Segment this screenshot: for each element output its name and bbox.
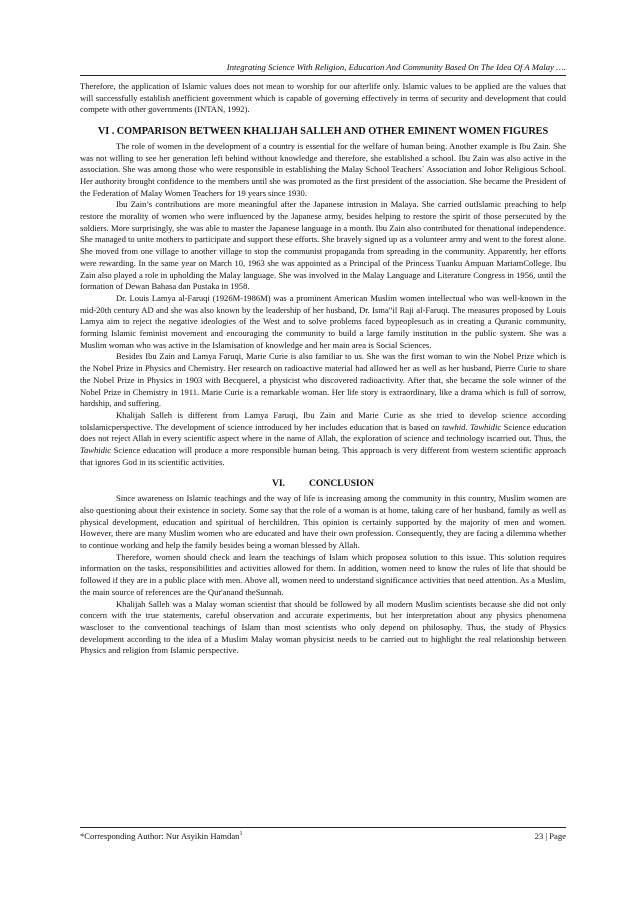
- section-title: CONCLUSION: [309, 477, 375, 489]
- author-superscript: 1: [239, 831, 243, 838]
- text-segment: Science education will produce a more responsible human being. This approach is very different from western scientific approach that ignores God in its scientific activities.: [80, 445, 566, 467]
- paragraph-lamya-faruqi: Dr. Louis Lamya al-Faruqi (1926M-1986M) was a prominent American Muslim women intellectual who was well-known in the mid-20th century AD and she was also known by the leadership of her husband, Dr. Isma‟il Raji al-Faruqi. The measures proposed by Louis Lamya aim to reject the negative ideologies of the West and to solve problems faced bypeoplesuch as in creating a Quranic community, forming Islamic feminist movement and encouraging the community to build a large family institution in the public system. She was a Muslim woman who was active in the Islamisation of knowledge and her main area is Social Sciences.: [80, 292, 566, 350]
- footer-rule: [80, 827, 566, 828]
- corresponding-author: [80, 831, 242, 842]
- section-heading-conclusion: [80, 478, 566, 490]
- paragraph-marie-curie: Besides Ibu Zain and Lamya Faruqi, Marie Curie is also familiar to us. She was the first woman to win the Nobel Prize which is the Nobel Prize in Physics and Chemistry. Her research on radioactive material had allowed her as well as her husband, Pierre Curie to share the Nobel Prize in Physics in 1903 with Becquerel, a physicist who discovered radioactivity. After that, she became the sole winner of the Nobel Prize in Chemistry in 1911. Marie Curie is a remarkable woman. Her life story is extraordinary, like a drama which is full of sorrow, hardship, and suffering.: [80, 351, 566, 409]
- emphasis-tawhidic: Tawhidic: [80, 445, 112, 456]
- paragraph-role-of-women: The role of women in the development of a country is essential for the welfare of human being. Another example is Ibu Zain. She was not willing to see her generation left behind without knowledge and therefore, she established a school. Ibu Zain was also active in the association. She was among those who were responsible in establishing the Malay School Teachers´ Association and Johor Religious School. Her authority brought confidence to the members until she was promoted as the first president of the association. She became the President of the Federation of Malay Women Teachers for 19 years since 1930.: [80, 140, 566, 198]
- paragraph-khalijah-salleh: [80, 410, 566, 469]
- paragraph-ibu-zain: Ibu Zain’s contributions are more meaningful after the Japanese intrusion in Malaya. She carried outIslamic preaching to help restore the morality of women who were influenced by the Japanese army, besides helping to restore the spirit of those persecuted by the soldiers. More surprisingly, she was able to master the Japanese language in a month. Ibu Zain also contributed for thenational independence. She managed to unite mothers to participate and support these efforts. She bravely signed up as a volunteer army and went to the forest alone. She moved from one village to another village to stop the communist propaganda from spreading in the community. Apparently, her efforts were rewarding. In the same year on March 10, 1963 she was appointed as a Principal of the Princess Tuanku Ampuan MariamCollege. Ibu Zain also played a role in upholding the Malay language. She was involved in the Malay Language and Literature Congress in 1956, until the formation of Dewan Bahasa dan Pustaka in 1958.: [80, 199, 566, 292]
- emphasis-tawhid: tawhid: [442, 421, 466, 432]
- emphasis-tawhidic: Tawhidic: [470, 421, 502, 432]
- running-head: Integrating Science With Religion, Education And Community Based On The Idea Of A Malay ….: [226, 62, 566, 72]
- author-text: *Corresponding Author: Nur Asyikin Hamdan: [80, 831, 240, 841]
- text-segment: Khalijah Salleh is different from Lamya Faruqi, Ibu Zain and Marie Curie as she tried to develop science according toIslamicperspective. The development of science introduced by her includes education that is based on: [80, 409, 566, 432]
- page-number: 23 | Page: [534, 831, 566, 841]
- text-segment: .: [465, 421, 471, 432]
- section-heading-comparison: VI . COMPARISON BETWEEN KHALIJAH SALLEH AND OTHER EMINENT WOMEN FIGURES: [97, 126, 549, 138]
- section-number: VI.: [271, 477, 285, 489]
- paragraph-khalijah-example: Khalijah Salleh was a Malay woman scientist that should be followed by all modern Muslim scientists because she did not only concern with the true statements, careful observation and accurate experiments, but her interpretation about any physics phenomena wascloser to the conventional teachings of Islam than most scientists who only depend on philosophy. Thus, the study of Physics development according to the idea of a Muslim Malay woman physicist needs to be carried out to highlight the real relationship between Physics and religion from Islamic perspective.: [80, 598, 566, 656]
- header-rule: [80, 75, 566, 76]
- text-segment: Science education does not reject Allah in every scientific aspect where in the name of Allah, the exploration of science and technology iscarried out. Thus, the: [80, 421, 566, 444]
- paragraph-women-should-learn: Therefore, women should check and learn the teachings of Islam which proposea solution to this issue. This solution requires information on the tasks, responsibilities and activities allowed for them. In addition, women need to know the rules of life that should be followed if they are in a public place with men. Above all, women need to understand significance activities that need attention. As a Muslim, the main source of references are the Qur'anand theSunnah.: [80, 551, 566, 597]
- body-text: [80, 81, 566, 657]
- intro-paragraph: Therefore, the application of Islamic values does not mean to worship for our afterlife only. Islamic values to be applied are the values that will successfully establish anefficient government which is capable of governing effectively in terms of security and development that could compete with other governments (INTAN, 1992).: [80, 81, 566, 115]
- paragraph-awareness: Since awareness on Islamic teachings and the way of life is increasing among the community in this country, Muslim women are also questioning about their existence in society. Some say that the role of a woman is at home, taking care of her husband, family as well as physical development, education and spiritual of herchildren. This opinion is certainly supported by the majority of men and women. However, there are many Muslim women who are educated and have their own profession. Consequently, they are facing a dilemma whether to continue working and help the family besides being a woman blessed by Allah.: [80, 493, 566, 551]
